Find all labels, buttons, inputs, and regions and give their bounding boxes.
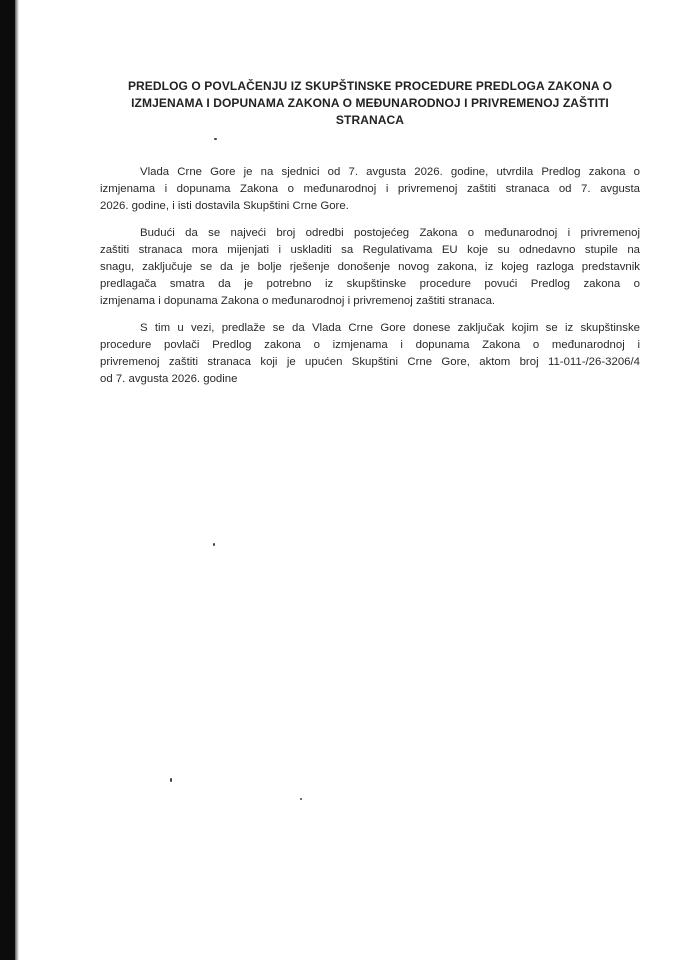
document-title	[100, 78, 640, 129]
paragraph-3	[100, 320, 640, 389]
paragraph-line: 2026. godine, i isti dostavila Skupštini Crne Gore.	[100, 200, 349, 213]
scan-edge-shadow	[15, 0, 19, 960]
scan-speck	[214, 138, 217, 140]
paragraph-line: od 7. avgusta 2026. godine	[100, 373, 238, 386]
paragraph-line: procedure povlači Predlog zakona o izmjenama i dopunama Zakona o međunarodnoj i	[100, 338, 640, 351]
scan-dark-edge	[0, 0, 15, 960]
document-body	[100, 164, 640, 388]
paragraph-line: snagu, zaključuje se da je bolje rješenje donošenje novog zakona, iz kojeg razloga predstavnik	[100, 261, 640, 274]
title-line: PREDLOG O POVLAČENJU IZ SKUPŠTINSKE PROCEDURE PREDLOGA ZAKONA O	[127, 79, 613, 93]
paragraph-1	[100, 164, 640, 216]
paragraph-line: izmjenama i dopunama Zakona o međunarodnoj i privremenoj zaštiti stranaca od 7. avgusta	[100, 183, 640, 196]
paragraph-line: privremenoj zaštiti stranaca koji je upućen Skupštini Crne Gore, aktom broj 11-011-/26-3206/4	[100, 356, 640, 369]
scan-speck	[170, 778, 172, 782]
title-line: STRANACA	[335, 113, 405, 127]
paragraph-line: zaštiti stranaca mora mijenjati i uskladiti sa Regulativama EU koje su odnedavno stupile na	[100, 243, 640, 256]
paragraph-line: izmjenama i dopunama Zakona o međunarodnoj i privremenoj zaštiti stranaca.	[100, 295, 496, 308]
title-line: IZMJENAMA I DOPUNAMA ZAKONA O MEĐUNARODNOJ I PRIVREMENOJ ZAŠTITI	[131, 96, 609, 110]
document-page	[100, 78, 640, 397]
paragraph-line: predlagača smatra da je potrebno iz skupštinske procedure povući Predlog zakona o	[100, 278, 640, 291]
scan-speck	[300, 798, 302, 800]
paragraph-line: S tim u vezi, predlaže se da Vlada Crne Gore donese zaključak kojim se iz skupštinske	[140, 321, 640, 334]
paragraph-2	[100, 225, 640, 311]
scan-speck	[213, 543, 215, 546]
paragraph-line: Vlada Crne Gore je na sjednici od 7. avgusta 2026. godine, utvrdila Predlog zakona o	[140, 166, 640, 178]
paragraph-line: Budući da se najveći broj odredbi postojećeg Zakona o međunarodnoj i privremenoj	[140, 226, 640, 239]
